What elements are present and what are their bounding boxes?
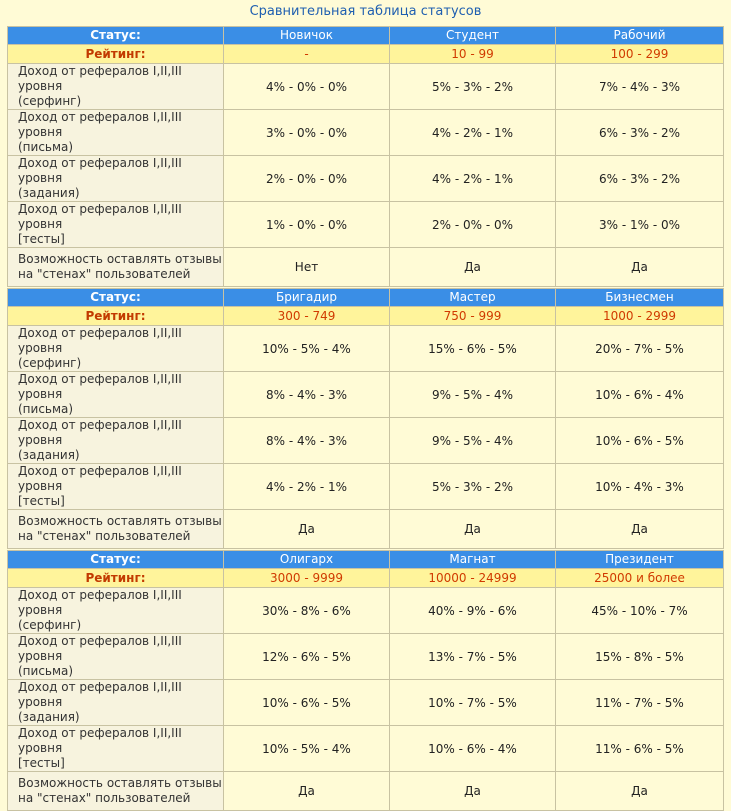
cell-value: Да — [224, 772, 390, 811]
table-row — [8, 588, 724, 634]
cell-value: 15% - 6% - 5% — [390, 326, 556, 372]
rating-value: 10 - 99 — [390, 45, 556, 64]
row-label-line: Доход от рефералов I,II,III уровня — [18, 372, 182, 401]
cell-value: 9% - 5% - 4% — [390, 372, 556, 418]
row-label-line: Возможность оставлять отзывы — [18, 514, 222, 528]
status-name: Мастер — [390, 289, 556, 307]
status-name: Новичок — [224, 27, 390, 45]
row-label-line: [тесты] — [18, 494, 65, 508]
rating-label: Рейтинг: — [8, 307, 224, 326]
row-label — [8, 634, 224, 680]
rating-row — [8, 45, 724, 64]
row-label — [8, 248, 224, 287]
cell-value: 9% - 5% - 4% — [390, 418, 556, 464]
row-label-line: Доход от рефералов I,II,III уровня — [18, 202, 182, 231]
row-label-line: (письма) — [18, 402, 74, 416]
row-label — [8, 202, 224, 248]
table-row — [8, 464, 724, 510]
table-row — [8, 726, 724, 772]
rating-label: Рейтинг: — [8, 569, 224, 588]
cell-value: 4% - 2% - 1% — [390, 110, 556, 156]
cell-value: 10% - 5% - 4% — [224, 726, 390, 772]
cell-value: 10% - 6% - 5% — [556, 418, 724, 464]
row-label-line: Возможность оставлять отзывы — [18, 252, 222, 266]
row-label-line: Доход от рефералов I,II,III уровня — [18, 464, 182, 493]
row-label-line: на "стенах" пользователей — [18, 267, 191, 281]
rating-row — [8, 307, 724, 326]
cell-value: 10% - 6% - 4% — [390, 726, 556, 772]
row-label-line: Возможность оставлять отзывы — [18, 776, 222, 790]
table-row — [8, 510, 724, 549]
cell-value: 6% - 3% - 2% — [556, 110, 724, 156]
cell-value: 5% - 3% - 2% — [390, 64, 556, 110]
status-table-2 — [7, 288, 724, 549]
cell-value: 10% - 5% - 4% — [224, 326, 390, 372]
cell-value: 15% - 8% - 5% — [556, 634, 724, 680]
status-label: Статус: — [8, 27, 224, 45]
status-name: Президент — [556, 551, 724, 569]
cell-value: 30% - 8% - 6% — [224, 588, 390, 634]
cell-value: 20% - 7% - 5% — [556, 326, 724, 372]
row-label — [8, 372, 224, 418]
cell-value: 3% - 1% - 0% — [556, 202, 724, 248]
table-row — [8, 772, 724, 811]
row-label-line: (серфинг) — [18, 94, 82, 108]
row-label-line: (письма) — [18, 140, 74, 154]
row-label-line: (задания) — [18, 186, 80, 200]
cell-value: 45% - 10% - 7% — [556, 588, 724, 634]
rating-value: 3000 - 9999 — [224, 569, 390, 588]
cell-value: Да — [556, 772, 724, 811]
cell-value: 12% - 6% - 5% — [224, 634, 390, 680]
cell-value: 10% - 7% - 5% — [390, 680, 556, 726]
row-label — [8, 464, 224, 510]
row-label — [8, 510, 224, 549]
cell-value: Да — [390, 248, 556, 287]
cell-value: Да — [390, 510, 556, 549]
table-row — [8, 418, 724, 464]
row-label-line: (серфинг) — [18, 356, 82, 370]
table-row — [8, 202, 724, 248]
rating-value: - — [224, 45, 390, 64]
table-row — [8, 634, 724, 680]
cell-value: Да — [390, 772, 556, 811]
cell-value: 11% - 7% - 5% — [556, 680, 724, 726]
status-header-row — [8, 289, 724, 307]
status-table-3 — [7, 550, 724, 811]
rating-value: 100 - 299 — [556, 45, 724, 64]
row-label — [8, 726, 224, 772]
row-label-line: на "стенах" пользователей — [18, 791, 191, 805]
row-label-line: Доход от рефералов I,II,III уровня — [18, 326, 182, 355]
row-label-line: Доход от рефералов I,II,III уровня — [18, 64, 182, 93]
row-label-line: Доход от рефералов I,II,III уровня — [18, 726, 182, 755]
cell-value: Нет — [224, 248, 390, 287]
status-name: Бригадир — [224, 289, 390, 307]
cell-value: 6% - 3% - 2% — [556, 156, 724, 202]
status-label: Статус: — [8, 289, 224, 307]
cell-value: Да — [224, 510, 390, 549]
row-label-line: (задания) — [18, 710, 80, 724]
table-row — [8, 248, 724, 287]
table-row — [8, 64, 724, 110]
row-label-line: [тесты] — [18, 232, 65, 246]
page-title: Сравнительная таблица статусов — [249, 4, 482, 19]
rating-value: 750 - 999 — [390, 307, 556, 326]
cell-value: 4% - 0% - 0% — [224, 64, 390, 110]
cell-value: 10% - 4% - 3% — [556, 464, 724, 510]
rating-value: 10000 - 24999 — [390, 569, 556, 588]
row-label — [8, 64, 224, 110]
status-table-1 — [7, 26, 724, 287]
cell-value: 2% - 0% - 0% — [224, 156, 390, 202]
row-label-line: (серфинг) — [18, 618, 82, 632]
row-label-line: Доход от рефералов I,II,III уровня — [18, 680, 182, 709]
row-label — [8, 772, 224, 811]
rating-row — [8, 569, 724, 588]
table-row — [8, 156, 724, 202]
row-label-line: Доход от рефералов I,II,III уровня — [18, 156, 182, 185]
row-label-line: (письма) — [18, 664, 74, 678]
row-label — [8, 110, 224, 156]
table-row — [8, 326, 724, 372]
status-name: Магнат — [390, 551, 556, 569]
cell-value: 13% - 7% - 5% — [390, 634, 556, 680]
rating-value: 300 - 749 — [224, 307, 390, 326]
row-label — [8, 156, 224, 202]
status-label: Статус: — [8, 551, 224, 569]
rating-label: Рейтинг: — [8, 45, 224, 64]
row-label-line: [тесты] — [18, 756, 65, 770]
row-label — [8, 680, 224, 726]
cell-value: 7% - 4% - 3% — [556, 64, 724, 110]
row-label-line: Доход от рефералов I,II,III уровня — [18, 418, 182, 447]
row-label — [8, 326, 224, 372]
table-row — [8, 372, 724, 418]
table-row — [8, 680, 724, 726]
cell-value: Да — [556, 510, 724, 549]
row-label-line: Доход от рефералов I,II,III уровня — [18, 110, 182, 139]
status-name: Бизнесмен — [556, 289, 724, 307]
status-header-row — [8, 27, 724, 45]
cell-value: 4% - 2% - 1% — [224, 464, 390, 510]
rating-value: 1000 - 2999 — [556, 307, 724, 326]
status-name: Студент — [390, 27, 556, 45]
cell-value: 5% - 3% - 2% — [390, 464, 556, 510]
row-label-line: Доход от рефералов I,II,III уровня — [18, 588, 182, 617]
status-header-row — [8, 551, 724, 569]
cell-value: 11% - 6% - 5% — [556, 726, 724, 772]
cell-value: 1% - 0% - 0% — [224, 202, 390, 248]
cell-value: 10% - 6% - 5% — [224, 680, 390, 726]
cell-value: 3% - 0% - 0% — [224, 110, 390, 156]
status-name: Рабочий — [556, 27, 724, 45]
row-label-line: (задания) — [18, 448, 80, 462]
table-row — [8, 110, 724, 156]
cell-value: Да — [556, 248, 724, 287]
cell-value: 40% - 9% - 6% — [390, 588, 556, 634]
row-label-line: Доход от рефералов I,II,III уровня — [18, 634, 182, 663]
row-label — [8, 588, 224, 634]
cell-value: 2% - 0% - 0% — [390, 202, 556, 248]
cell-value: 10% - 6% - 4% — [556, 372, 724, 418]
cell-value: 8% - 4% - 3% — [224, 418, 390, 464]
row-label-line: на "стенах" пользователей — [18, 529, 191, 543]
row-label — [8, 418, 224, 464]
status-name: Олигарх — [224, 551, 390, 569]
rating-value: 25000 и более — [556, 569, 724, 588]
cell-value: 8% - 4% - 3% — [224, 372, 390, 418]
cell-value: 4% - 2% - 1% — [390, 156, 556, 202]
